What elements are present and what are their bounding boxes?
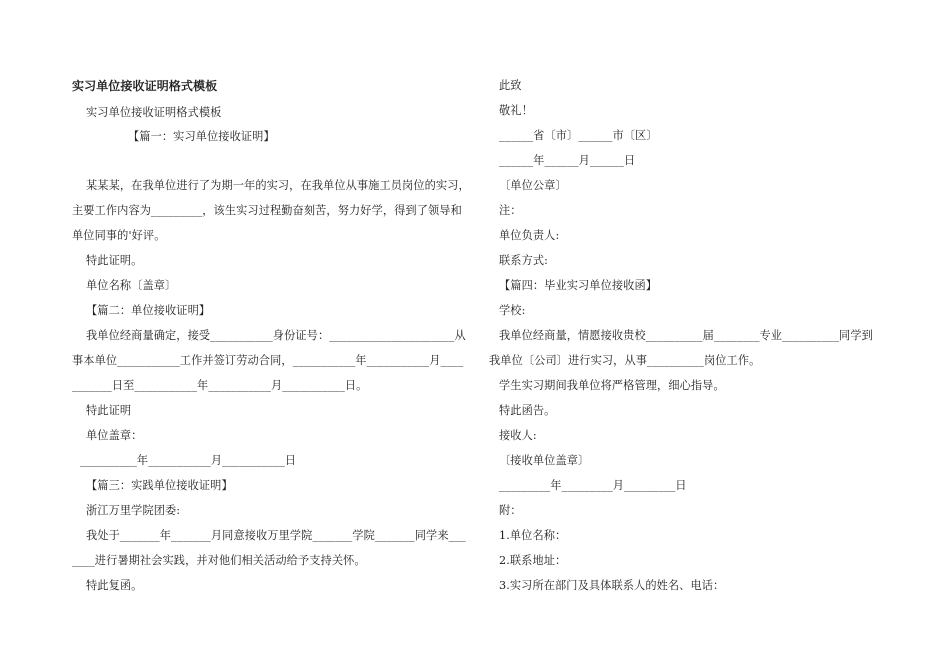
addressee-line: 学校:: [499, 304, 526, 317]
field-line: 联系方式:: [499, 254, 549, 267]
salutation-line: 此致: [499, 79, 522, 92]
date-line: _________年_________月_________日: [499, 479, 687, 492]
attachment-heading: 附：: [499, 504, 522, 517]
paragraph-line: _______日至___________年___________月___________日。: [72, 379, 368, 392]
location-line: ______省〔市〕______市〔区〕: [499, 129, 658, 142]
signature-line: 单位名称〔盖章〕: [86, 279, 177, 292]
paragraph-line: ____进行暑期社会实践，并对他们相关活动给予支持关怀。: [72, 554, 366, 567]
closing-line: 特此函告。: [499, 404, 556, 417]
closing-line: 特此复函。: [86, 579, 143, 592]
list-item: 2.联系地址：: [499, 554, 567, 567]
field-line: 接收人:: [499, 429, 537, 442]
salutation-line: 敬礼！: [499, 104, 533, 117]
section-heading: 【篇三：实践单位接收证明】: [86, 479, 233, 492]
paragraph-line: 我处于_______年_______月同意接收万里学院_______学院_______同学来___: [86, 529, 466, 542]
paragraph-line: 学生实习期间我单位将严格管理，细心指导。: [499, 379, 725, 392]
list-item: 3.实习所在部门及具体联系人的姓名、电话：: [499, 579, 725, 592]
list-item: 1.单位名称：: [499, 529, 567, 542]
section-heading: 【篇二：单位接收证明】: [86, 304, 211, 317]
paragraph-line: 事本单位___________工作并签订劳动合同，___________年___________月____: [72, 354, 464, 367]
paragraph-line: 我单位经商量确定，接受___________身份证号：______________________从: [86, 329, 466, 342]
section-heading: 【篇四：毕业实习单位接收函】: [499, 279, 658, 292]
paragraph-line: 单位同事的'好评。: [72, 229, 166, 242]
seal-line: 〔接收单位盖章〕: [499, 454, 590, 467]
note-line: 注：: [499, 204, 522, 217]
closing-line: 特此证明。: [86, 254, 143, 267]
subtitle: 实习单位接收证明格式模板: [86, 106, 222, 119]
date-line: ______年______月______日: [499, 154, 636, 167]
paragraph-line: 我单位〔公司〕进行实习，从事__________岗位工作。: [489, 354, 761, 367]
closing-line: 特此证明: [86, 404, 132, 417]
page-title: 实习单位接收证明格式模板: [72, 79, 218, 93]
paragraph-line: 某某某，在我单位进行了为期一年的实习，在我单位从事施工员岗位的实习，: [86, 179, 470, 192]
paragraph-line: 主要工作内容为_________，该生实习过程勤奋刻苦，努力好学，得到了领导和: [72, 204, 462, 217]
seal-line: 单位盖章：: [86, 429, 143, 442]
section-heading: 【篇一：实习单位接收证明】: [128, 130, 275, 143]
date-line: __________年___________月___________日: [80, 454, 297, 467]
seal-line: 〔单位公章〕: [499, 179, 567, 192]
paragraph-line: 我单位经商量，情愿接收贵校__________届________专业__________同学到: [499, 329, 873, 342]
field-line: 单位负责人:: [499, 229, 560, 242]
addressee-line: 浙江万里学院团委:: [86, 504, 181, 517]
